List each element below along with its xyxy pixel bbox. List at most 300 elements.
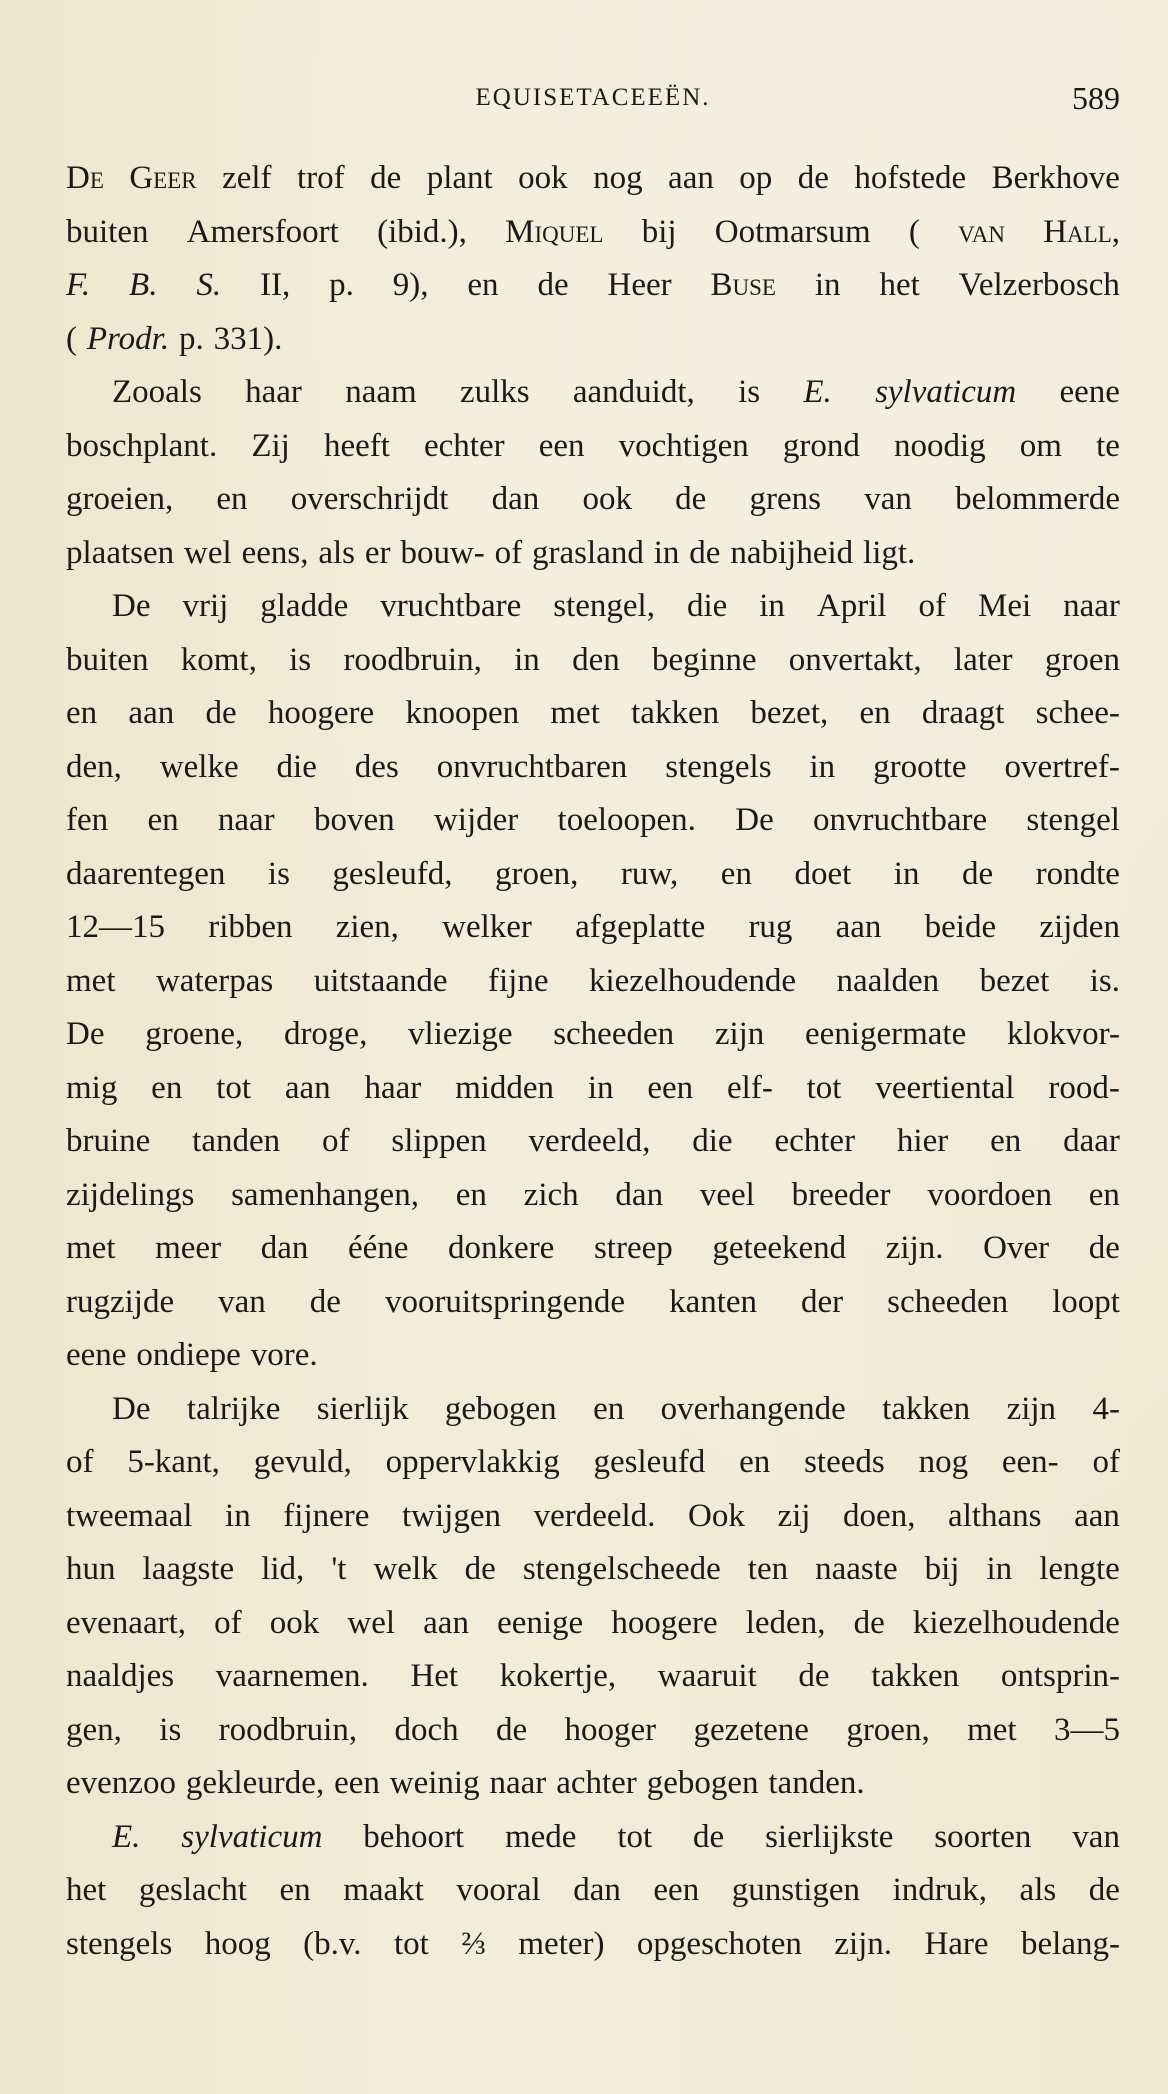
text-line <box>66 1230 1120 1284</box>
running-title: EQUISETACEEËN. <box>475 84 711 111</box>
word: nabijheid <box>730 534 854 571</box>
word: een <box>538 427 585 464</box>
word: donkere <box>448 1230 555 1266</box>
word: is <box>289 641 312 678</box>
word: en <box>279 1872 311 1908</box>
word: veel <box>699 1176 755 1213</box>
word: zijdelings <box>66 1176 195 1213</box>
word: waaruit <box>657 1658 757 1694</box>
word: en <box>147 802 179 838</box>
text-line <box>66 481 1120 535</box>
word: en <box>990 1123 1022 1159</box>
word: Amersfoort <box>186 213 339 250</box>
word: die <box>276 748 317 785</box>
word: vooral <box>456 1872 541 1908</box>
word: schee- <box>1035 695 1120 731</box>
word: hun <box>66 1551 116 1587</box>
word: De <box>66 1016 105 1052</box>
word: dan <box>260 1230 309 1266</box>
word: dan <box>573 1872 621 1908</box>
word: met <box>550 695 600 731</box>
word: takken <box>882 1390 971 1427</box>
word: des <box>354 748 399 785</box>
word: fijne <box>488 962 549 999</box>
word: draagt <box>921 695 1005 731</box>
word: De <box>66 160 104 196</box>
word: Velzerbosch <box>958 267 1120 303</box>
text-line <box>66 642 1120 696</box>
text-line <box>66 1819 1120 1873</box>
word: leden, <box>745 1604 826 1641</box>
word: als <box>318 534 356 571</box>
body-text <box>66 160 1120 1979</box>
word: gekleurde, <box>185 1765 325 1801</box>
word: of <box>1092 1444 1120 1480</box>
word: vruchtbare <box>380 588 522 624</box>
word: de <box>689 534 721 571</box>
word: De <box>112 588 151 624</box>
word: de <box>797 160 829 196</box>
word: gesleufd, <box>332 855 453 892</box>
word: den, <box>66 748 122 785</box>
word: plant <box>426 160 493 196</box>
word: vaarnemen. <box>215 1658 369 1694</box>
word: overhangende <box>660 1390 846 1427</box>
word: en <box>720 855 752 892</box>
word: weinig <box>389 1765 480 1801</box>
word: op <box>739 160 773 196</box>
word: Berkhove <box>991 160 1120 196</box>
word: een <box>653 1872 700 1908</box>
word: en <box>66 695 98 731</box>
word: het <box>66 1872 107 1908</box>
word: opgeschoten <box>636 1925 802 1962</box>
text-line <box>66 1337 1120 1391</box>
word: of <box>66 1444 94 1480</box>
word: zijn <box>714 1016 765 1052</box>
word: en <box>455 1176 487 1213</box>
word: ondiepe <box>136 1337 241 1373</box>
word: rood- <box>1048 1069 1120 1106</box>
word: loopt <box>1052 1283 1120 1320</box>
word: vooruitspringende <box>384 1283 626 1320</box>
word: bruine <box>66 1123 151 1159</box>
word: grond <box>782 427 860 464</box>
word: en <box>467 267 499 303</box>
word: zijn. <box>834 1925 893 1962</box>
word: kanten <box>669 1283 758 1320</box>
word: is <box>159 1711 182 1748</box>
word: of <box>918 588 947 624</box>
word: evenzoo <box>66 1765 176 1801</box>
word: haar <box>245 374 302 410</box>
word: eene <box>1059 374 1120 410</box>
word: in <box>653 534 680 571</box>
word: rugzijde <box>66 1283 175 1320</box>
word: gevuld, <box>253 1444 352 1480</box>
word: 12—15 <box>66 909 165 945</box>
word: Miquel <box>505 213 604 250</box>
text-line <box>66 1444 1120 1498</box>
word: welker <box>442 909 532 945</box>
word: afgeplatte <box>575 909 706 945</box>
word: E. <box>112 1818 141 1855</box>
word: vliezige <box>408 1016 513 1052</box>
word: naar <box>489 1765 547 1801</box>
word: grasland <box>532 534 644 571</box>
word: in <box>814 267 841 303</box>
word: onvertakt, <box>788 641 922 678</box>
word: fijnere <box>283 1497 370 1534</box>
text-line <box>66 1070 1120 1124</box>
word: aan <box>1074 1497 1120 1534</box>
word: II, <box>260 267 291 303</box>
running-header <box>66 80 1120 120</box>
word: scheeden <box>553 1016 675 1052</box>
word: kokertje, <box>499 1658 617 1694</box>
word: Over <box>983 1230 1050 1266</box>
word: in <box>225 1497 251 1534</box>
word: Prodr. <box>86 320 170 357</box>
word: boven <box>313 802 395 838</box>
text-line <box>66 1551 1120 1605</box>
word: gezetene <box>693 1711 809 1748</box>
word: in <box>809 748 836 785</box>
word: uitstaande <box>313 962 448 999</box>
word: de <box>370 160 402 196</box>
word: van <box>958 213 1005 250</box>
word: lid, <box>261 1551 305 1587</box>
word: 5-kant, <box>127 1444 220 1480</box>
word: naar <box>217 802 275 838</box>
word: soorten <box>934 1818 1032 1855</box>
word: sylvaticum <box>875 374 1017 410</box>
word: gesleufd <box>593 1444 706 1480</box>
word: Zij <box>251 427 290 464</box>
word: F. <box>66 267 91 303</box>
word: roodbruin, <box>218 1711 358 1748</box>
word: de <box>1088 1872 1120 1908</box>
word: tot <box>617 1818 653 1855</box>
page-number: 589 <box>1072 80 1120 116</box>
word: die <box>692 1123 733 1159</box>
word: April <box>816 588 887 624</box>
word: toeloopen. <box>557 802 696 838</box>
text-line <box>66 428 1120 482</box>
word: S. <box>196 267 222 303</box>
word: naaste <box>815 1551 898 1587</box>
word: B. <box>129 267 158 303</box>
word: daar <box>1063 1123 1120 1159</box>
word: knoopen <box>405 695 520 731</box>
word: in <box>759 588 785 624</box>
word: gen, <box>66 1711 122 1748</box>
word: stengelscheede <box>522 1551 721 1587</box>
word: wel <box>347 1604 396 1641</box>
word: vochtigen <box>618 427 749 464</box>
word: noodig <box>894 427 986 464</box>
word: tot <box>216 1069 251 1106</box>
word: stengels <box>665 748 772 785</box>
word: aan <box>835 909 882 945</box>
word: de <box>309 1283 341 1320</box>
word: sylvaticum <box>181 1818 323 1855</box>
text-line <box>66 695 1120 749</box>
word: van <box>218 1283 266 1320</box>
word: vrij <box>182 588 229 624</box>
word: Hall, <box>1043 213 1120 250</box>
text-line <box>66 1123 1120 1177</box>
word: ten <box>747 1551 789 1587</box>
text-line <box>66 749 1120 803</box>
word: in <box>893 855 920 892</box>
word: is <box>267 855 290 892</box>
word: eenige <box>497 1604 584 1641</box>
word: de <box>961 855 994 892</box>
word: boschplant. <box>66 427 218 464</box>
word: met <box>967 1711 1017 1748</box>
word: takken <box>631 695 720 731</box>
word: doet <box>794 855 852 892</box>
word: zelf <box>222 160 272 196</box>
word: gebogen <box>646 1765 759 1801</box>
word: daarentegen <box>66 855 226 892</box>
word: wel <box>184 534 232 571</box>
word: vore. <box>250 1337 318 1373</box>
word: Zooals <box>112 374 202 410</box>
word: onvruchtbaren <box>436 748 628 785</box>
word: roodbruin, <box>343 641 482 678</box>
word: Mei <box>978 588 1032 624</box>
word: in <box>514 641 540 678</box>
word: den <box>572 641 620 678</box>
text-line <box>66 588 1120 642</box>
word: is. <box>1089 962 1120 999</box>
word: ( <box>66 320 77 357</box>
word: nog <box>593 160 643 196</box>
word: samenhangen, <box>231 1176 419 1213</box>
word: midden <box>455 1069 555 1106</box>
text-line <box>66 1712 1120 1766</box>
word: stengels <box>66 1925 173 1962</box>
word: onvruchtbare <box>813 802 988 838</box>
word: in <box>986 1551 1013 1587</box>
text-line <box>66 1284 1120 1338</box>
word: der <box>801 1283 844 1320</box>
text-line <box>66 1658 1120 1712</box>
word: de <box>205 695 237 731</box>
word: hofstede <box>854 160 967 196</box>
text-line <box>66 1605 1120 1659</box>
word: of <box>322 1123 350 1159</box>
word: buiten <box>66 213 149 250</box>
word: beide <box>924 909 997 945</box>
text-line <box>66 1765 1120 1819</box>
word: 331). <box>213 320 283 357</box>
word: dan <box>615 1176 664 1213</box>
word: Ootmarsum <box>714 213 871 250</box>
word: mig <box>66 1069 118 1106</box>
word: gunstigen <box>731 1872 861 1908</box>
text-line <box>66 1177 1120 1231</box>
word: ligt. <box>863 534 916 571</box>
word: ( <box>908 213 920 250</box>
word: groene, <box>145 1016 244 1052</box>
word: kiezelhoudende <box>912 1604 1120 1641</box>
word: bezet, <box>750 695 829 731</box>
word: Ook <box>688 1497 745 1534</box>
word: ook <box>518 160 568 196</box>
word: waterpas <box>155 962 274 999</box>
word: de <box>495 1711 528 1748</box>
word: zijn <box>1006 1390 1057 1427</box>
word: en <box>593 1390 625 1427</box>
word: en <box>859 695 891 731</box>
word: de <box>675 481 707 517</box>
word: met <box>66 962 116 999</box>
word: Buse <box>710 267 776 303</box>
text-line <box>66 963 1120 1017</box>
word: aan <box>284 1069 331 1106</box>
word: grens <box>749 481 821 517</box>
word: lengte <box>1039 1551 1120 1587</box>
word: 9), <box>392 267 429 303</box>
word: ruw, <box>620 855 679 892</box>
word: 't <box>331 1551 347 1587</box>
word: althans <box>948 1497 1042 1534</box>
word: en <box>216 481 248 517</box>
word: doen, <box>843 1497 916 1534</box>
word: mede <box>504 1818 577 1855</box>
text-line <box>66 321 1120 375</box>
word: hier <box>896 1123 949 1159</box>
word: naam <box>345 374 417 410</box>
word: groen <box>1044 641 1120 678</box>
word: met <box>66 1230 116 1266</box>
word: bouw- <box>400 534 485 571</box>
word: groeien, <box>66 481 174 517</box>
word: scheeden <box>887 1283 1009 1320</box>
word: de <box>1088 1230 1120 1266</box>
word: bij <box>924 1551 960 1587</box>
word: behoort <box>363 1818 465 1855</box>
word: in <box>587 1069 614 1106</box>
word: De <box>735 802 774 838</box>
word: aan <box>668 160 714 196</box>
word: of <box>214 1604 242 1641</box>
word: oppervlakkig <box>385 1444 560 1480</box>
word: en <box>151 1069 183 1106</box>
word: heeft <box>323 427 390 464</box>
word: hoog <box>204 1925 271 1962</box>
word: achter <box>556 1765 637 1801</box>
word: een <box>334 1765 380 1801</box>
word: veertiental <box>875 1069 1015 1106</box>
word: elf- <box>727 1069 773 1106</box>
word: plaatsen <box>66 534 175 571</box>
text-line <box>66 1926 1120 1980</box>
word: welke <box>159 748 239 785</box>
word: stengel <box>1026 802 1120 838</box>
word: meer <box>155 1230 222 1266</box>
word: 3—5 <box>1053 1711 1120 1748</box>
word: de <box>853 1604 885 1641</box>
word: er <box>364 534 391 571</box>
word: hoogere <box>267 695 375 731</box>
word: zijn. <box>885 1230 944 1266</box>
word: groen, <box>846 1711 930 1748</box>
text-line <box>66 1016 1120 1070</box>
word: de <box>537 267 569 303</box>
text-line <box>66 214 1120 268</box>
word: tanden. <box>768 1765 865 1801</box>
word: Het <box>410 1658 459 1694</box>
word: of <box>494 534 523 571</box>
word: hoogere <box>611 1604 718 1641</box>
word: die <box>686 588 728 624</box>
word: Hare <box>924 1925 989 1962</box>
word: talrijke <box>186 1390 281 1427</box>
word: de <box>693 1818 725 1855</box>
word: (ibid.), <box>377 213 467 250</box>
word: als <box>1019 1872 1057 1908</box>
word: overschrijdt <box>290 481 449 517</box>
word: wijder <box>433 802 519 838</box>
word: ook <box>269 1604 320 1641</box>
word: trof <box>296 160 345 196</box>
word: welk <box>373 1551 438 1587</box>
word: fen <box>66 802 109 838</box>
word: twijgen <box>402 1497 501 1534</box>
word: zij <box>777 1497 811 1534</box>
word: tweemaal <box>66 1497 193 1534</box>
word: de <box>798 1658 830 1694</box>
word: sierlijkste <box>765 1818 894 1855</box>
word: eene <box>66 1337 127 1373</box>
word: het <box>879 267 920 303</box>
word: tot <box>393 1925 429 1962</box>
word: zulks <box>459 374 530 410</box>
word: meter) <box>518 1925 605 1962</box>
word: doch <box>394 1711 459 1748</box>
word: stengel, <box>553 588 655 624</box>
word: van <box>864 481 912 517</box>
word: groen, <box>494 855 579 892</box>
word: van <box>1072 1818 1120 1855</box>
word: om <box>1019 427 1062 464</box>
word: droge, <box>283 1016 368 1052</box>
word: ook <box>582 481 632 517</box>
word: een- <box>1001 1444 1059 1480</box>
word: geslacht <box>138 1872 247 1908</box>
word: en <box>739 1444 771 1480</box>
word: een <box>647 1069 694 1106</box>
word: nog <box>918 1444 969 1480</box>
word: voordoen <box>927 1176 1052 1213</box>
word: laagste <box>142 1551 235 1587</box>
word: dan <box>491 481 540 517</box>
word: (b.v. <box>303 1925 362 1962</box>
word: eenigermate <box>805 1016 967 1052</box>
text-line <box>66 909 1120 963</box>
word: buiten <box>66 641 149 678</box>
word: verdeeld, <box>528 1123 651 1159</box>
word: maakt <box>343 1872 424 1908</box>
text-line <box>66 160 1120 214</box>
word: De <box>112 1390 151 1427</box>
word: is <box>738 374 761 410</box>
word: rug <box>748 909 793 945</box>
